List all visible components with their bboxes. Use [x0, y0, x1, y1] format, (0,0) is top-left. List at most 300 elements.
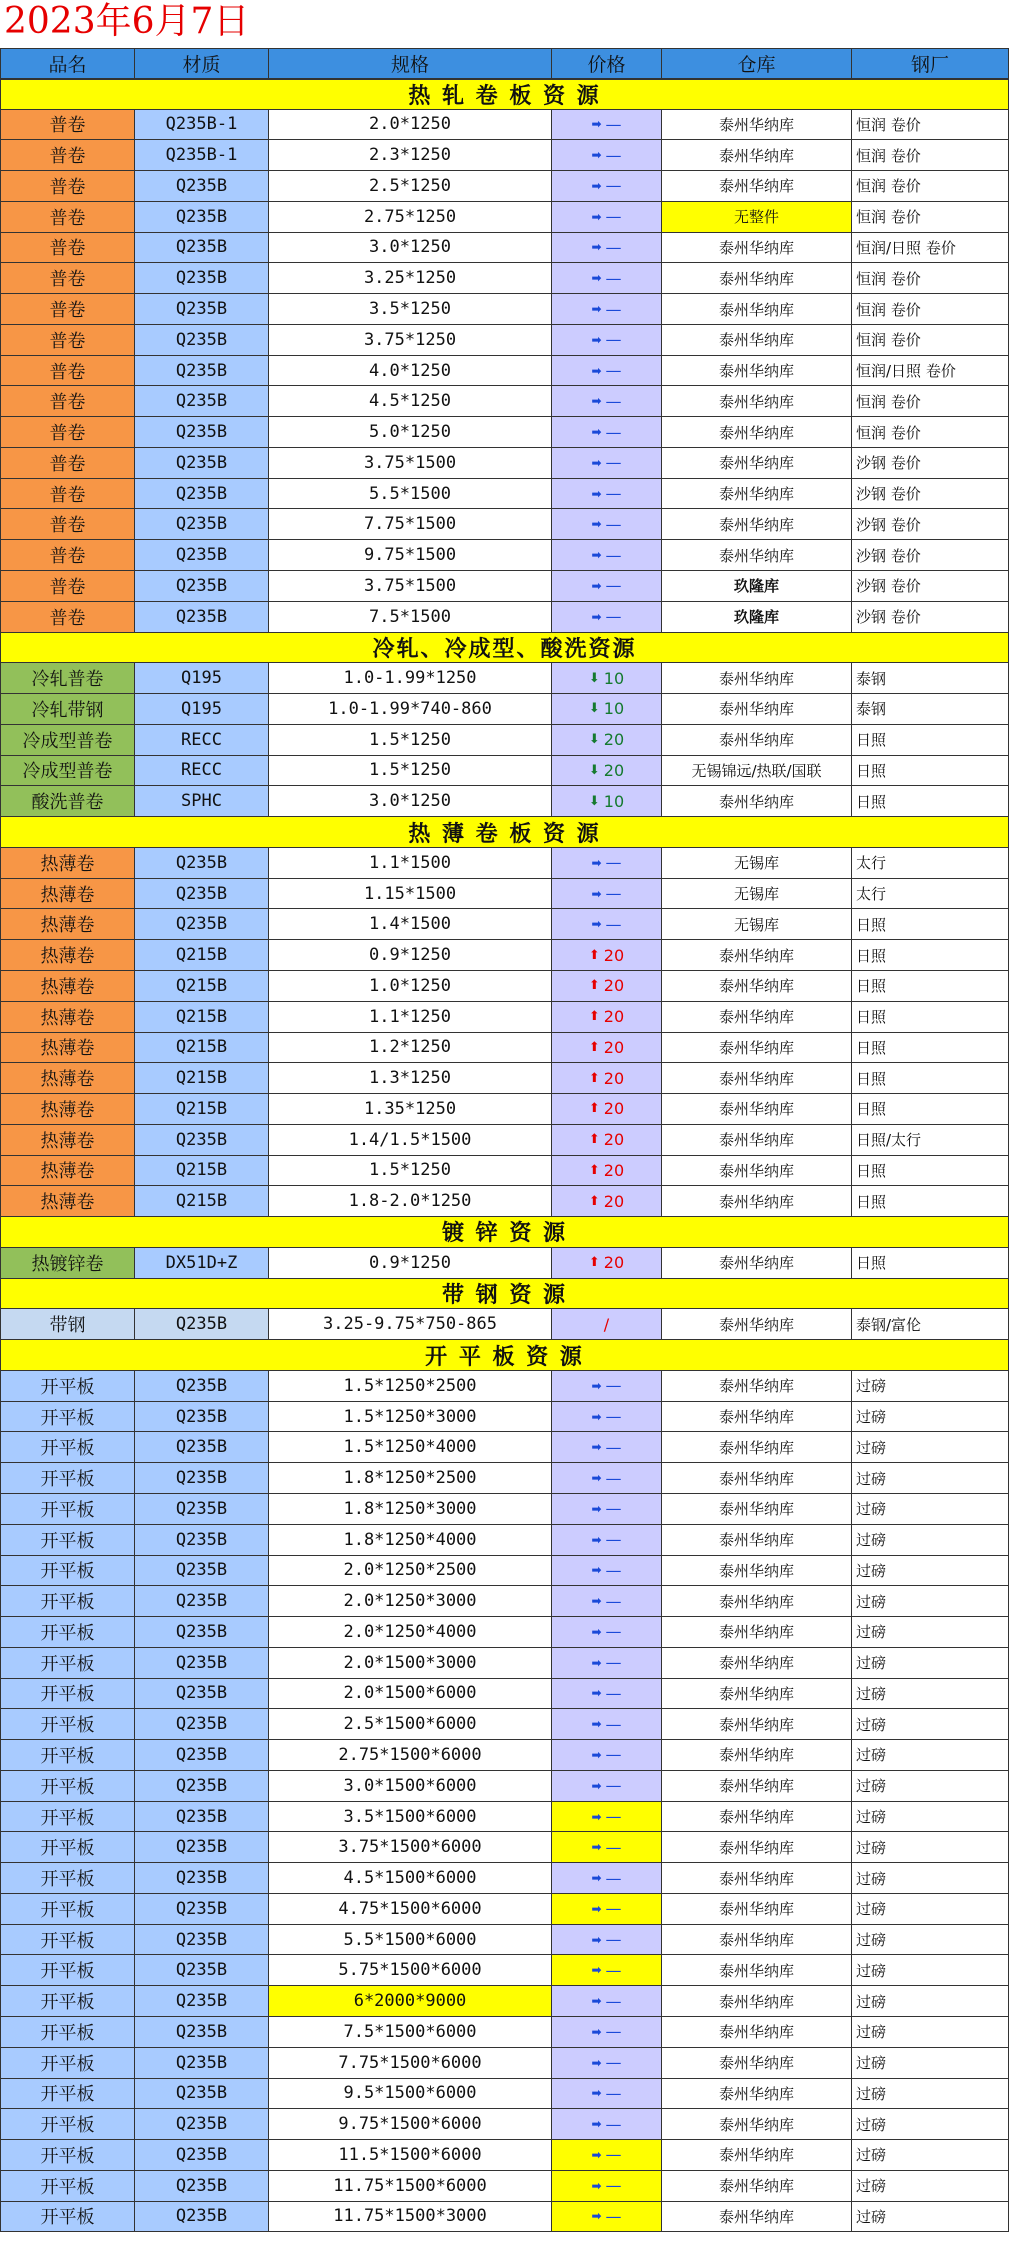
table-row — [0, 1432, 1009, 1463]
price-cell — [552, 1248, 662, 1278]
material-cell: Q235B — [135, 1463, 269, 1493]
material-cell: Q235B — [135, 571, 269, 601]
material-cell: Q235B — [135, 1925, 269, 1955]
mill-cell: 过磅 — [852, 1955, 1009, 1985]
spec-cell: 3.25-9.75*750-865 — [269, 1309, 552, 1339]
warehouse-cell: 泰州华纳库 — [662, 1094, 852, 1124]
arrow-right-icon: ➡ — [591, 425, 602, 440]
product-name-cell: 开平板 — [0, 1802, 135, 1832]
price-value: 20 — [603, 945, 625, 965]
warehouse-cell: 泰州华纳库 — [662, 786, 852, 816]
warehouse-cell: 泰州华纳库 — [662, 2017, 852, 2047]
table-row — [0, 202, 1009, 233]
spec-cell: 9.75*1500 — [269, 540, 552, 570]
arrow-right-icon: ➡ — [591, 1717, 602, 1732]
price-value: — — [605, 391, 622, 411]
mill-cell: 过磅 — [852, 1802, 1009, 1832]
price-value: 20 — [603, 1037, 625, 1057]
price-cell — [552, 1894, 662, 1924]
section-title: 开 平 板 资 源 — [0, 1340, 1009, 1370]
mill-cell: 太行 — [852, 879, 1009, 909]
price-value: — — [605, 484, 622, 504]
price-value: 20 — [603, 1099, 625, 1119]
mill-cell: 恒润 卷价 — [852, 171, 1009, 201]
price-value: — — [605, 1991, 622, 2011]
material-cell: Q215B — [135, 940, 269, 970]
arrow-right-icon: ➡ — [591, 240, 602, 255]
table-row — [0, 110, 1009, 141]
price-value: — — [605, 361, 622, 381]
product-name-cell: 酸洗普卷 — [0, 786, 135, 816]
arrow-right-icon: ➡ — [591, 486, 602, 501]
product-name-cell: 开平板 — [0, 1525, 135, 1555]
table-row — [0, 171, 1009, 202]
warehouse-cell: 玖隆库 — [662, 602, 852, 632]
arrow-right-icon: ➡ — [591, 1747, 602, 1762]
product-name-cell: 普卷 — [0, 571, 135, 601]
spec-cell: 4.0*1250 — [269, 356, 552, 386]
product-name-cell: 热薄卷 — [0, 940, 135, 970]
price-cell — [552, 1033, 662, 1063]
product-name-cell: 普卷 — [0, 233, 135, 263]
table-row — [0, 1925, 1009, 1956]
table-row — [0, 1033, 1009, 1064]
product-name-cell: 开平板 — [0, 1494, 135, 1524]
table-row — [0, 1002, 1009, 1033]
arrow-right-icon: ➡ — [591, 394, 602, 409]
material-cell: Q235B — [135, 1679, 269, 1709]
table-row — [0, 325, 1009, 356]
spec-cell: 1.0-1.99*1250 — [269, 663, 552, 693]
product-name-cell: 开平板 — [0, 2109, 135, 2139]
arrow-right-icon: ➡ — [591, 548, 602, 563]
spec-cell: 3.5*1500*6000 — [269, 1802, 552, 1832]
price-cell — [552, 571, 662, 601]
price-cell — [552, 1556, 662, 1586]
price-cell — [552, 848, 662, 878]
spec-cell: 5.75*1500*6000 — [269, 1955, 552, 1985]
product-name-cell: 普卷 — [0, 171, 135, 201]
header-cell-spec: 规格 — [269, 49, 552, 78]
price-sheet-table — [0, 48, 1009, 2232]
arrow-right-icon: ➡ — [591, 1686, 602, 1701]
warehouse-cell: 泰州华纳库 — [662, 1494, 852, 1524]
price-value: — — [605, 1622, 622, 1642]
product-name-cell: 开平板 — [0, 1679, 135, 1709]
arrow-right-icon: ➡ — [591, 1471, 602, 1486]
warehouse-cell: 泰州华纳库 — [662, 1402, 852, 1432]
arrow-right-icon: ➡ — [591, 2055, 602, 2070]
arrow-right-icon: ➡ — [591, 1501, 602, 1516]
warehouse-cell: 泰州华纳库 — [662, 663, 852, 693]
product-name-cell: 热薄卷 — [0, 1002, 135, 1032]
product-name-cell: 冷成型普卷 — [0, 725, 135, 755]
product-name-cell: 普卷 — [0, 294, 135, 324]
material-cell: Q215B — [135, 971, 269, 1001]
spec-cell: 2.0*1250*2500 — [269, 1556, 552, 1586]
spec-cell: 1.5*1250 — [269, 725, 552, 755]
product-name-cell: 冷成型普卷 — [0, 756, 135, 786]
mill-cell: 过磅 — [852, 2140, 1009, 2170]
product-name-cell: 热薄卷 — [0, 1033, 135, 1063]
mill-cell: 过磅 — [852, 2202, 1009, 2232]
price-cell — [552, 1494, 662, 1524]
product-name-cell: 普卷 — [0, 540, 135, 570]
price-value: — — [605, 237, 622, 257]
arrow-right-icon: ➡ — [591, 1901, 602, 1916]
price-cell — [552, 1617, 662, 1647]
table-row — [0, 1402, 1009, 1433]
product-name-cell: 普卷 — [0, 356, 135, 386]
mill-cell: 过磅 — [852, 1740, 1009, 1770]
spec-cell: 1.2*1250 — [269, 1033, 552, 1063]
mill-cell: 沙钢 卷价 — [852, 448, 1009, 478]
table-row — [0, 1986, 1009, 2017]
table-row — [0, 263, 1009, 294]
price-cell — [552, 233, 662, 263]
mill-cell: 恒润/日照 卷价 — [852, 233, 1009, 263]
table-row — [0, 294, 1009, 325]
arrow-right-icon: ➡ — [591, 209, 602, 224]
price-cell — [552, 1463, 662, 1493]
spec-cell: 9.5*1500*6000 — [269, 2079, 552, 2109]
material-cell: Q235B — [135, 1432, 269, 1462]
mill-cell: 日照 — [852, 1156, 1009, 1186]
warehouse-cell: 泰州华纳库 — [662, 1617, 852, 1647]
warehouse-cell: 泰州华纳库 — [662, 2171, 852, 2201]
spec-cell: 3.0*1500*6000 — [269, 1771, 552, 1801]
mill-cell: 恒润 卷价 — [852, 325, 1009, 355]
warehouse-cell: 泰州华纳库 — [662, 479, 852, 509]
warehouse-cell: 泰州华纳库 — [662, 2079, 852, 2109]
warehouse-cell: 泰州华纳库 — [662, 1832, 852, 1862]
arrow-right-icon: ➡ — [591, 1932, 602, 1947]
product-name-cell: 热薄卷 — [0, 1156, 135, 1186]
material-cell: Q235B — [135, 2202, 269, 2232]
table-row — [0, 479, 1009, 510]
product-name-cell: 普卷 — [0, 263, 135, 293]
arrow-right-icon: ➡ — [591, 178, 602, 193]
price-value: — — [605, 884, 622, 904]
table-row — [0, 1463, 1009, 1494]
price-cell — [552, 263, 662, 293]
product-name-cell: 热薄卷 — [0, 848, 135, 878]
warehouse-cell: 无锡锦远/热联/国联 — [662, 756, 852, 786]
arrow-right-icon: ➡ — [591, 1809, 602, 1824]
material-cell: Q235B — [135, 1494, 269, 1524]
table-row — [0, 848, 1009, 879]
table-row — [0, 694, 1009, 725]
table-row — [0, 1863, 1009, 1894]
product-name-cell: 热镀锌卷 — [0, 1248, 135, 1278]
arrow-down-icon: ⬇ — [588, 732, 600, 748]
price-value: / — [603, 1314, 610, 1334]
arrow-up-icon: ⬆ — [588, 1039, 600, 1055]
product-name-cell: 普卷 — [0, 325, 135, 355]
price-value: — — [605, 268, 622, 288]
material-cell: Q235B — [135, 1648, 269, 1678]
product-name-cell: 开平板 — [0, 1955, 135, 1985]
product-name-cell: 开平板 — [0, 1832, 135, 1862]
mill-cell: 过磅 — [852, 1432, 1009, 1462]
spec-cell: 1.1*1500 — [269, 848, 552, 878]
material-cell: Q235B-1 — [135, 140, 269, 170]
price-cell — [552, 2202, 662, 2232]
mill-cell: 日照 — [852, 1186, 1009, 1216]
material-cell: Q235B — [135, 2017, 269, 2047]
warehouse-cell: 泰州华纳库 — [662, 386, 852, 416]
warehouse-cell: 泰州华纳库 — [662, 1463, 852, 1493]
mill-cell: 日照 — [852, 1248, 1009, 1278]
warehouse-cell: 泰州华纳库 — [662, 1955, 852, 1985]
product-name-cell: 冷轧带钢 — [0, 694, 135, 724]
product-name-cell: 开平板 — [0, 1463, 135, 1493]
spec-cell: 1.8*1250*2500 — [269, 1463, 552, 1493]
price-value: — — [605, 422, 622, 442]
spec-cell: 4.5*1250 — [269, 386, 552, 416]
warehouse-cell: 泰州华纳库 — [662, 325, 852, 355]
table-row — [0, 1525, 1009, 1556]
table-row — [0, 2202, 1009, 2233]
price-cell — [552, 140, 662, 170]
spec-cell: 11.5*1500*6000 — [269, 2140, 552, 2170]
arrow-up-icon: ⬆ — [588, 1255, 600, 1271]
table-row — [0, 1771, 1009, 1802]
mill-cell: 沙钢 卷价 — [852, 479, 1009, 509]
material-cell: Q235B — [135, 202, 269, 232]
material-cell: RECC — [135, 756, 269, 786]
table-row — [0, 386, 1009, 417]
warehouse-cell: 泰州华纳库 — [662, 1432, 852, 1462]
price-value: — — [605, 1837, 622, 1857]
mill-cell: 过磅 — [852, 1586, 1009, 1616]
warehouse-cell: 泰州华纳库 — [662, 140, 852, 170]
price-value: — — [605, 853, 622, 873]
product-name-cell: 热薄卷 — [0, 1063, 135, 1093]
table-row — [0, 1586, 1009, 1617]
mill-cell: 日照 — [852, 756, 1009, 786]
price-value: — — [605, 1960, 622, 1980]
material-cell: Q235B — [135, 1771, 269, 1801]
table-row — [0, 1371, 1009, 1402]
price-value: 10 — [603, 699, 625, 719]
spec-cell: 9.75*1500*6000 — [269, 2109, 552, 2139]
spec-cell: 2.0*1250*4000 — [269, 1617, 552, 1647]
warehouse-cell: 泰州华纳库 — [662, 2140, 852, 2170]
price-cell — [552, 509, 662, 539]
spec-cell: 1.5*1250 — [269, 1156, 552, 1186]
spec-cell: 7.75*1500 — [269, 509, 552, 539]
price-cell — [552, 171, 662, 201]
spec-cell: 1.0-1.99*740-860 — [269, 694, 552, 724]
mill-cell: 过磅 — [852, 1709, 1009, 1739]
product-name-cell: 开平板 — [0, 1740, 135, 1770]
table-row — [0, 940, 1009, 971]
arrow-right-icon: ➡ — [591, 271, 602, 286]
product-name-cell: 开平板 — [0, 1648, 135, 1678]
price-value: — — [605, 207, 622, 227]
material-cell: Q235B — [135, 479, 269, 509]
spec-cell: 2.5*1250 — [269, 171, 552, 201]
mill-cell: 日照 — [852, 725, 1009, 755]
product-name-cell: 开平板 — [0, 1371, 135, 1401]
price-value: 20 — [603, 760, 625, 780]
price-cell — [552, 356, 662, 386]
section-header — [0, 1340, 1009, 1371]
warehouse-cell: 泰州华纳库 — [662, 1863, 852, 1893]
spec-cell: 2.0*1250 — [269, 110, 552, 140]
spec-cell: 3.75*1250 — [269, 325, 552, 355]
spec-cell: 1.3*1250 — [269, 1063, 552, 1093]
mill-cell: 过磅 — [852, 2017, 1009, 2047]
price-value: — — [605, 1868, 622, 1888]
arrow-right-icon: ➡ — [591, 1440, 602, 1455]
product-name-cell: 冷轧普卷 — [0, 663, 135, 693]
material-cell: Q235B — [135, 1309, 269, 1339]
price-value: — — [605, 576, 622, 596]
material-cell: Q235B — [135, 2171, 269, 2201]
price-value: — — [605, 545, 622, 565]
price-cell — [552, 294, 662, 324]
warehouse-cell: 泰州华纳库 — [662, 2048, 852, 2078]
price-value: 20 — [603, 1160, 625, 1180]
mill-cell: 日照 — [852, 1002, 1009, 1032]
mill-cell: 过磅 — [852, 1494, 1009, 1524]
material-cell: Q235B — [135, 1802, 269, 1832]
price-value: — — [605, 2083, 622, 2103]
spec-cell: 1.4/1.5*1500 — [269, 1125, 552, 1155]
spec-cell: 5.0*1250 — [269, 417, 552, 447]
price-value: — — [605, 1468, 622, 1488]
header-cell-product: 品名 — [0, 49, 135, 78]
material-cell: Q235B — [135, 540, 269, 570]
spec-cell: 1.5*1250*3000 — [269, 1402, 552, 1432]
arrow-right-icon: ➡ — [591, 332, 602, 347]
spec-cell: 3.25*1250 — [269, 263, 552, 293]
arrow-right-icon: ➡ — [591, 2086, 602, 2101]
price-cell — [552, 1063, 662, 1093]
price-cell — [552, 1709, 662, 1739]
product-name-cell: 开平板 — [0, 1925, 135, 1955]
warehouse-cell: 泰州华纳库 — [662, 1186, 852, 1216]
spec-cell: 1.35*1250 — [269, 1094, 552, 1124]
material-cell: Q215B — [135, 1094, 269, 1124]
material-cell: Q235B — [135, 233, 269, 263]
material-cell: Q235B — [135, 602, 269, 632]
warehouse-cell: 泰州华纳库 — [662, 448, 852, 478]
warehouse-cell: 泰州华纳库 — [662, 2109, 852, 2139]
spec-cell: 3.75*1500*6000 — [269, 1832, 552, 1862]
warehouse-cell: 无锡库 — [662, 848, 852, 878]
table-row — [0, 663, 1009, 694]
mill-cell: 恒润 卷价 — [852, 263, 1009, 293]
price-cell — [552, 1309, 662, 1339]
product-name-cell: 热薄卷 — [0, 909, 135, 939]
mill-cell: 过磅 — [852, 2079, 1009, 2109]
price-cell — [552, 1648, 662, 1678]
price-cell — [552, 756, 662, 786]
product-name-cell: 普卷 — [0, 479, 135, 509]
product-name-cell: 普卷 — [0, 509, 135, 539]
warehouse-cell: 无锡库 — [662, 909, 852, 939]
arrow-up-icon: ⬆ — [588, 1132, 600, 1148]
price-cell — [552, 2017, 662, 2047]
warehouse-cell: 无整件 — [662, 202, 852, 232]
price-value: — — [605, 2206, 622, 2226]
arrow-right-icon: ➡ — [591, 1563, 602, 1578]
product-name-cell: 普卷 — [0, 386, 135, 416]
section-header — [0, 1217, 1009, 1248]
warehouse-cell: 泰州华纳库 — [662, 1648, 852, 1678]
price-cell — [552, 1094, 662, 1124]
material-cell: Q235B — [135, 1556, 269, 1586]
arrow-right-icon: ➡ — [591, 1594, 602, 1609]
material-cell: Q235B — [135, 1986, 269, 2016]
spec-cell: 6*2000*9000 — [269, 1986, 552, 2016]
table-row — [0, 725, 1009, 756]
table-row — [0, 1802, 1009, 1833]
product-name-cell: 普卷 — [0, 140, 135, 170]
material-cell: Q235B — [135, 1402, 269, 1432]
warehouse-cell: 泰州华纳库 — [662, 1125, 852, 1155]
price-cell — [552, 1525, 662, 1555]
material-cell: Q235B — [135, 509, 269, 539]
product-name-cell: 普卷 — [0, 202, 135, 232]
price-cell — [552, 1740, 662, 1770]
material-cell: Q235B — [135, 171, 269, 201]
arrow-up-icon: ⬆ — [588, 1070, 600, 1086]
table-row — [0, 1832, 1009, 1863]
table-row — [0, 879, 1009, 910]
material-cell: Q195 — [135, 663, 269, 693]
price-value: — — [605, 1683, 622, 1703]
table-row — [0, 1556, 1009, 1587]
material-cell: Q235B — [135, 1525, 269, 1555]
arrow-right-icon: ➡ — [591, 517, 602, 532]
warehouse-cell: 泰州华纳库 — [662, 1002, 852, 1032]
spec-cell: 7.5*1500*6000 — [269, 2017, 552, 2047]
spec-cell: 3.5*1250 — [269, 294, 552, 324]
warehouse-cell: 泰州华纳库 — [662, 509, 852, 539]
product-name-cell: 开平板 — [0, 1709, 135, 1739]
section-title: 热 轧 卷 板 资 源 — [0, 80, 1009, 109]
table-row — [0, 1248, 1009, 1279]
warehouse-cell: 泰州华纳库 — [662, 294, 852, 324]
price-cell — [552, 1586, 662, 1616]
table-row — [0, 1955, 1009, 1986]
price-cell — [552, 1832, 662, 1862]
price-value: — — [605, 1530, 622, 1550]
arrow-up-icon: ⬆ — [588, 947, 600, 963]
spec-cell: 5.5*1500 — [269, 479, 552, 509]
table-row — [0, 1094, 1009, 1125]
spec-cell: 2.0*1500*3000 — [269, 1648, 552, 1678]
price-value: — — [605, 514, 622, 534]
warehouse-cell: 玖隆库 — [662, 571, 852, 601]
spec-cell: 4.5*1500*6000 — [269, 1863, 552, 1893]
mill-cell: 恒润 卷价 — [852, 294, 1009, 324]
table-row — [0, 1125, 1009, 1156]
product-name-cell: 开平板 — [0, 1586, 135, 1616]
product-name-cell: 开平板 — [0, 2202, 135, 2232]
product-name-cell: 普卷 — [0, 417, 135, 447]
spec-cell: 1.8*1250*3000 — [269, 1494, 552, 1524]
mill-cell: 日照 — [852, 1063, 1009, 1093]
table-row — [0, 786, 1009, 817]
product-name-cell: 热薄卷 — [0, 971, 135, 1001]
table-row — [0, 1309, 1009, 1340]
header-cell-warehouse: 仓库 — [662, 49, 852, 78]
